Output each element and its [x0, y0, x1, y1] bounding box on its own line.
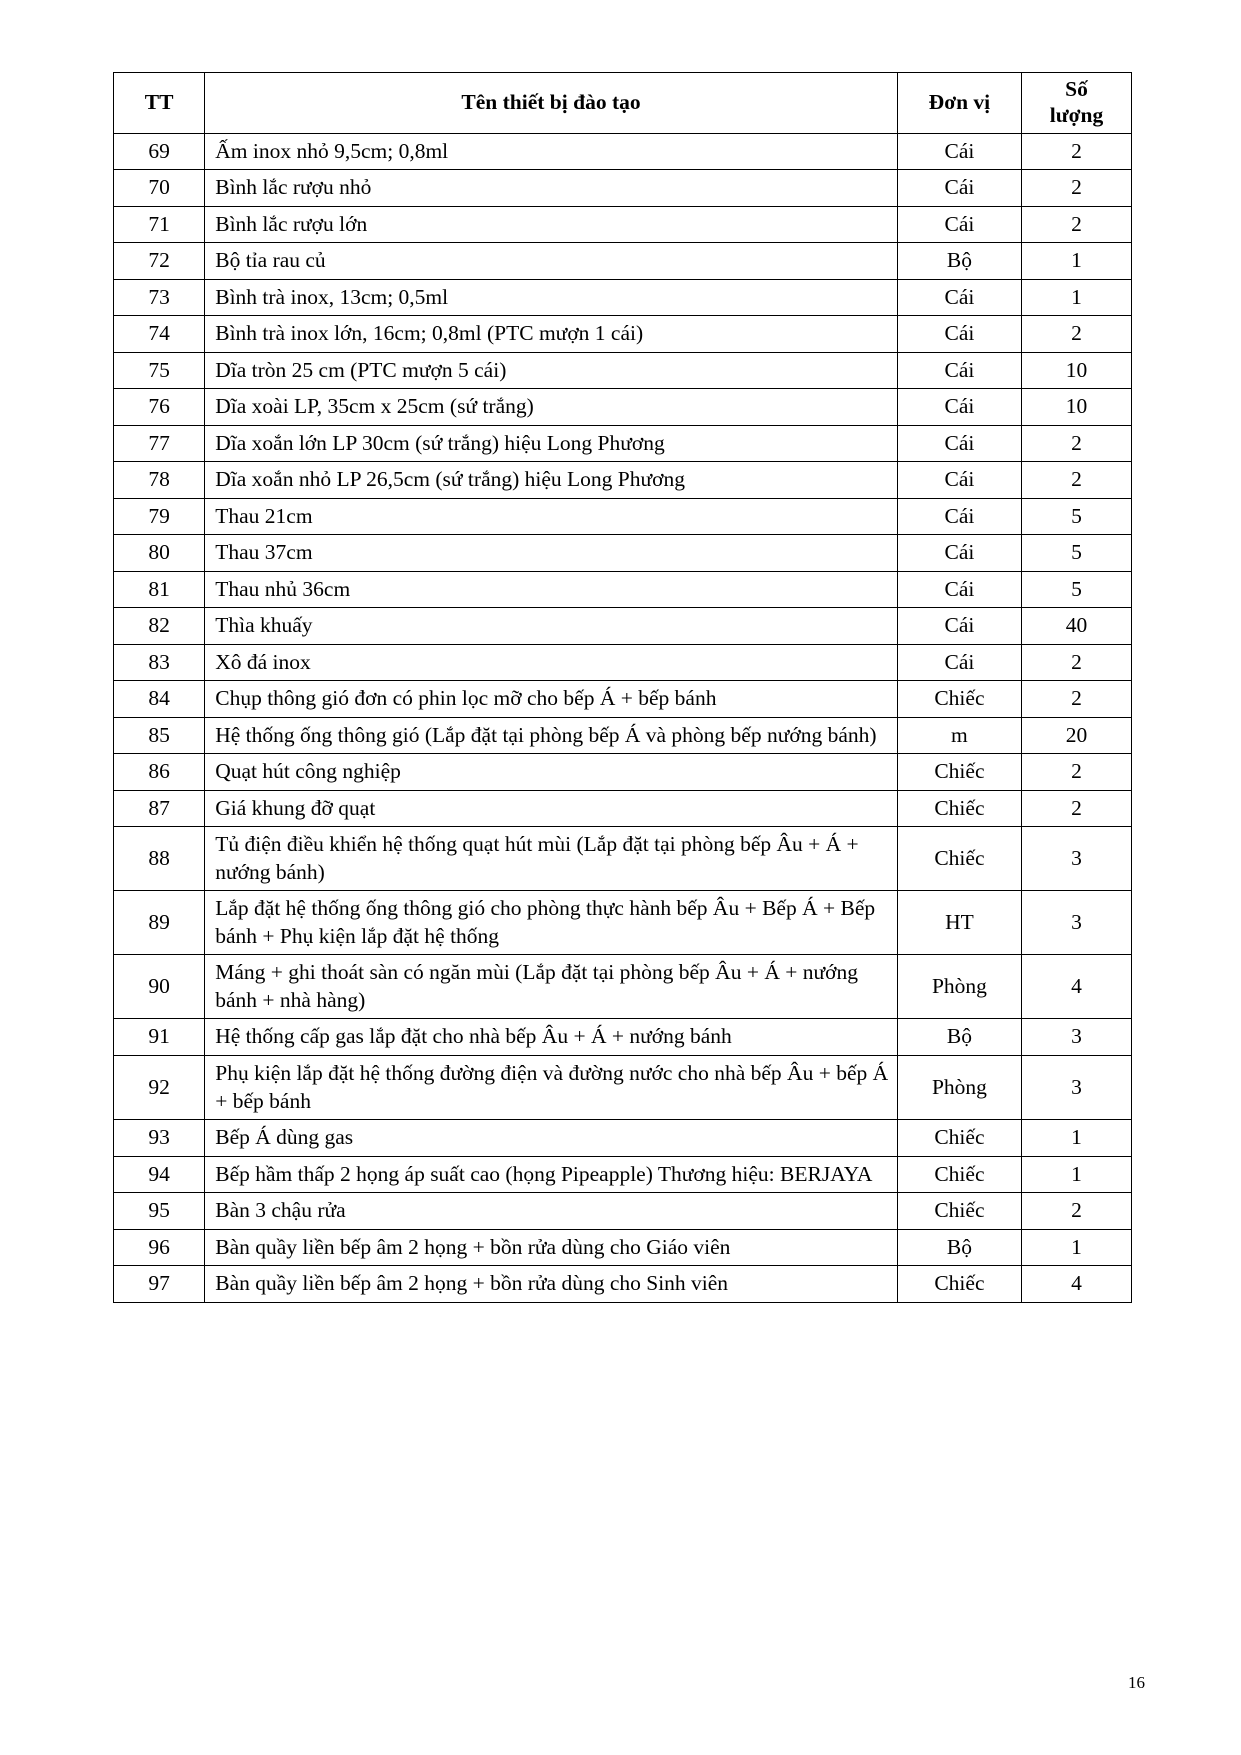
cell-tt: 78 [114, 462, 205, 499]
table-row [114, 827, 1132, 891]
cell-unit: Cái [897, 608, 1021, 645]
cell-unit: Cái [897, 133, 1021, 170]
cell-tt: 69 [114, 133, 205, 170]
cell-tt: 96 [114, 1229, 205, 1266]
table-row [114, 1193, 1132, 1230]
cell-equipment-name: Quạt hút công nghiệp [205, 754, 898, 791]
cell-equipment-name: Xô đá inox [205, 644, 898, 681]
cell-quantity: 1 [1022, 1156, 1132, 1193]
cell-unit: Cái [897, 462, 1021, 499]
table-row [114, 279, 1132, 316]
column-header-quantity-line1: Số [1065, 77, 1088, 101]
cell-tt: 76 [114, 389, 205, 426]
table-row [114, 389, 1132, 426]
table-row [114, 955, 1132, 1019]
table-row [114, 206, 1132, 243]
cell-quantity: 5 [1022, 571, 1132, 608]
table-row [114, 535, 1132, 572]
page-number: 16 [1128, 1673, 1145, 1692]
cell-tt: 97 [114, 1266, 205, 1303]
table-row [114, 425, 1132, 462]
cell-unit: Cái [897, 206, 1021, 243]
cell-unit: Cái [897, 352, 1021, 389]
cell-equipment-name: Bếp Á dùng gas [205, 1120, 898, 1157]
cell-quantity: 3 [1022, 827, 1132, 891]
equipment-table [113, 72, 1132, 1303]
cell-unit: Cái [897, 425, 1021, 462]
table-row [114, 1019, 1132, 1056]
cell-quantity: 2 [1022, 316, 1132, 353]
cell-unit: Cái [897, 498, 1021, 535]
table-row [114, 1120, 1132, 1157]
cell-unit: Cái [897, 389, 1021, 426]
cell-quantity: 1 [1022, 1120, 1132, 1157]
table-body [114, 133, 1132, 1302]
cell-tt: 94 [114, 1156, 205, 1193]
cell-unit: Bộ [897, 1019, 1021, 1056]
cell-equipment-name: Hệ thống cấp gas lắp đặt cho nhà bếp Âu + Á + nướng bánh [205, 1019, 898, 1056]
cell-quantity: 3 [1022, 891, 1132, 955]
cell-tt: 70 [114, 170, 205, 207]
cell-tt: 81 [114, 571, 205, 608]
cell-tt: 75 [114, 352, 205, 389]
cell-equipment-name: Bàn 3 chậu rửa [205, 1193, 898, 1230]
cell-unit: Cái [897, 316, 1021, 353]
cell-tt: 90 [114, 955, 205, 1019]
cell-quantity: 1 [1022, 1229, 1132, 1266]
table-row [114, 1229, 1132, 1266]
equipment-table-container [113, 72, 1132, 1303]
cell-tt: 85 [114, 717, 205, 754]
cell-quantity: 2 [1022, 790, 1132, 827]
table-row [114, 170, 1132, 207]
cell-quantity: 10 [1022, 389, 1132, 426]
cell-tt: 74 [114, 316, 205, 353]
table-row [114, 717, 1132, 754]
cell-unit: Chiếc [897, 1156, 1021, 1193]
column-header-tt: TT [114, 73, 205, 134]
table-row [114, 891, 1132, 955]
cell-equipment-name: Máng + ghi thoát sàn có ngăn mùi (Lắp đặt tại phòng bếp Âu + Á + nướng bánh + nhà hàng) [205, 955, 898, 1019]
cell-unit: Chiếc [897, 1266, 1021, 1303]
cell-equipment-name: Bàn quầy liền bếp âm 2 họng + bồn rửa dùng cho Sinh viên [205, 1266, 898, 1303]
cell-quantity: 2 [1022, 1193, 1132, 1230]
cell-equipment-name: Dĩa tròn 25 cm (PTC mượn 5 cái) [205, 352, 898, 389]
table-header-row [114, 73, 1132, 134]
cell-equipment-name: Bếp hầm thấp 2 họng áp suất cao (họng Pipeapple) Thương hiệu: BERJAYA [205, 1156, 898, 1193]
cell-unit: Bộ [897, 243, 1021, 280]
cell-equipment-name: Tủ điện điều khiển hệ thống quạt hút mùi (Lắp đặt tại phòng bếp Âu + Á + nướng bánh) [205, 827, 898, 891]
cell-equipment-name: Bình lắc rượu lớn [205, 206, 898, 243]
cell-equipment-name: Thau 37cm [205, 535, 898, 572]
cell-quantity: 3 [1022, 1056, 1132, 1120]
cell-unit: Cái [897, 644, 1021, 681]
cell-unit: Chiếc [897, 754, 1021, 791]
cell-quantity: 10 [1022, 352, 1132, 389]
cell-quantity: 2 [1022, 133, 1132, 170]
table-row [114, 462, 1132, 499]
cell-tt: 93 [114, 1120, 205, 1157]
cell-equipment-name: Dĩa xoắn nhỏ LP 26,5cm (sứ trắng) hiệu Long Phương [205, 462, 898, 499]
cell-unit: Cái [897, 170, 1021, 207]
cell-equipment-name: Thìa khuấy [205, 608, 898, 645]
cell-quantity: 20 [1022, 717, 1132, 754]
table-row [114, 754, 1132, 791]
cell-equipment-name: Bộ tỉa rau củ [205, 243, 898, 280]
cell-tt: 95 [114, 1193, 205, 1230]
column-header-unit: Đơn vị [897, 73, 1021, 134]
cell-tt: 87 [114, 790, 205, 827]
cell-quantity: 2 [1022, 644, 1132, 681]
cell-equipment-name: Bàn quầy liền bếp âm 2 họng + bồn rửa dùng cho Giáo viên [205, 1229, 898, 1266]
table-row [114, 571, 1132, 608]
cell-tt: 88 [114, 827, 205, 891]
cell-tt: 86 [114, 754, 205, 791]
column-header-name: Tên thiết bị đào tạo [205, 73, 898, 134]
cell-tt: 92 [114, 1056, 205, 1120]
cell-equipment-name: Bình trà inox, 13cm; 0,5ml [205, 279, 898, 316]
cell-equipment-name: Bình trà inox lớn, 16cm; 0,8ml (PTC mượn 1 cái) [205, 316, 898, 353]
cell-equipment-name: Giá khung đỡ quạt [205, 790, 898, 827]
cell-quantity: 1 [1022, 243, 1132, 280]
table-row [114, 681, 1132, 718]
cell-unit: Cái [897, 535, 1021, 572]
table-row [114, 790, 1132, 827]
cell-quantity: 2 [1022, 754, 1132, 791]
cell-equipment-name: Bình lắc rượu nhỏ [205, 170, 898, 207]
cell-tt: 80 [114, 535, 205, 572]
cell-equipment-name: Hệ thống ống thông gió (Lắp đặt tại phòng bếp Á và phòng bếp nướng bánh) [205, 717, 898, 754]
cell-quantity: 2 [1022, 170, 1132, 207]
cell-equipment-name: Lắp đặt hệ thống ống thông gió cho phòng thực hành bếp Âu + Bếp Á + Bếp bánh + Phụ kiện lắp đặt hệ thống [205, 891, 898, 955]
column-header-quantity-line2: lượng [1049, 102, 1104, 127]
cell-quantity: 40 [1022, 608, 1132, 645]
cell-unit: Chiếc [897, 827, 1021, 891]
cell-tt: 89 [114, 891, 205, 955]
cell-tt: 91 [114, 1019, 205, 1056]
cell-equipment-name: Dĩa xoắn lớn LP 30cm (sứ trắng) hiệu Long Phương [205, 425, 898, 462]
column-header-quantity [1022, 73, 1132, 134]
cell-tt: 73 [114, 279, 205, 316]
cell-tt: 71 [114, 206, 205, 243]
table-row [114, 1156, 1132, 1193]
table-row [114, 243, 1132, 280]
cell-unit: Bộ [897, 1229, 1021, 1266]
cell-unit: Chiếc [897, 1193, 1021, 1230]
cell-equipment-name: Dĩa xoài LP, 35cm x 25cm (sứ trắng) [205, 389, 898, 426]
cell-unit: HT [897, 891, 1021, 955]
cell-equipment-name: Phụ kiện lắp đặt hệ thống đường điện và đường nước cho nhà bếp Âu + bếp Á + bếp bánh [205, 1056, 898, 1120]
cell-unit: Phòng [897, 1056, 1021, 1120]
cell-tt: 72 [114, 243, 205, 280]
cell-tt: 79 [114, 498, 205, 535]
table-header [114, 73, 1132, 134]
cell-tt: 84 [114, 681, 205, 718]
cell-tt: 83 [114, 644, 205, 681]
cell-quantity: 2 [1022, 425, 1132, 462]
cell-equipment-name: Thau 21cm [205, 498, 898, 535]
cell-tt: 82 [114, 608, 205, 645]
cell-quantity: 2 [1022, 206, 1132, 243]
cell-unit: Cái [897, 571, 1021, 608]
cell-unit: Cái [897, 279, 1021, 316]
table-row [114, 1266, 1132, 1303]
cell-unit: Chiếc [897, 681, 1021, 718]
cell-equipment-name: Chụp thông gió đơn có phin lọc mỡ cho bếp Á + bếp bánh [205, 681, 898, 718]
table-row [114, 316, 1132, 353]
cell-quantity: 4 [1022, 1266, 1132, 1303]
table-row [114, 133, 1132, 170]
table-row [114, 608, 1132, 645]
cell-quantity: 4 [1022, 955, 1132, 1019]
cell-quantity: 2 [1022, 462, 1132, 499]
cell-quantity: 5 [1022, 535, 1132, 572]
cell-unit: m [897, 717, 1021, 754]
cell-tt: 77 [114, 425, 205, 462]
cell-equipment-name: Thau nhủ 36cm [205, 571, 898, 608]
cell-equipment-name: Ấm inox nhỏ 9,5cm; 0,8ml [205, 133, 898, 170]
cell-unit: Phòng [897, 955, 1021, 1019]
cell-unit: Chiếc [897, 790, 1021, 827]
cell-quantity: 3 [1022, 1019, 1132, 1056]
cell-unit: Chiếc [897, 1120, 1021, 1157]
table-row [114, 498, 1132, 535]
cell-quantity: 1 [1022, 279, 1132, 316]
cell-quantity: 5 [1022, 498, 1132, 535]
table-row [114, 352, 1132, 389]
table-row [114, 1056, 1132, 1120]
table-row [114, 644, 1132, 681]
cell-quantity: 2 [1022, 681, 1132, 718]
